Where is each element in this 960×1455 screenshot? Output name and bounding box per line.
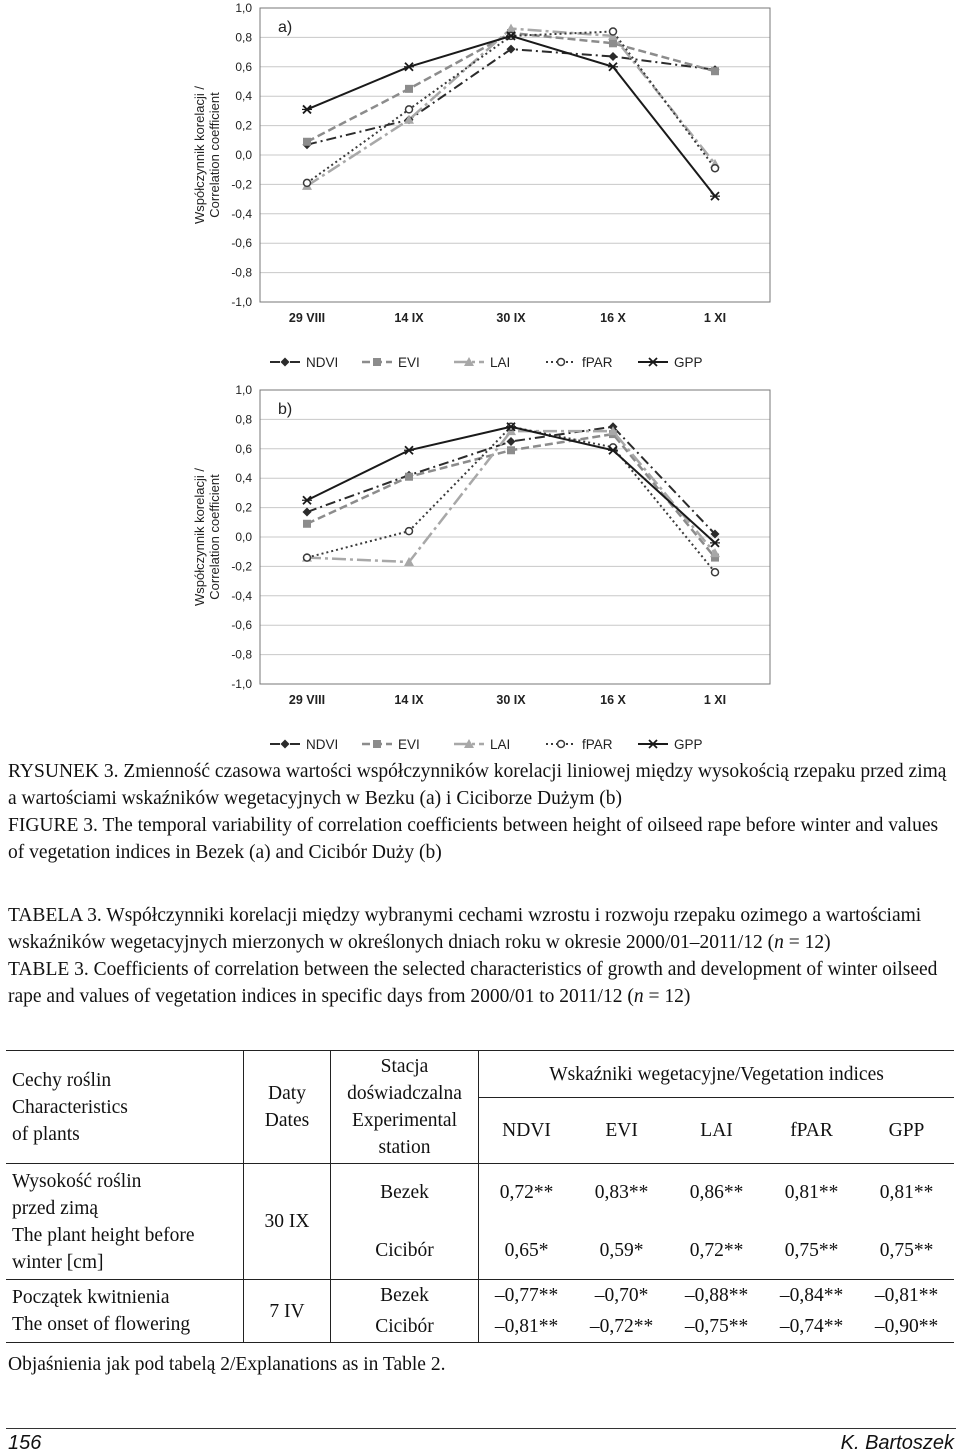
legend-label: fPAR — [582, 737, 613, 752]
legend-label: EVI — [398, 355, 420, 370]
station-cell: Cicibór — [331, 1311, 479, 1343]
data-point-evi — [507, 446, 515, 454]
header-characteristics — [6, 1051, 244, 1164]
value-cell: 0,83** — [594, 1182, 649, 1204]
y-axis-label: Correlation coefficient — [207, 92, 222, 218]
chart-panel-b — [180, 382, 800, 762]
y-tick-label: -0,8 — [231, 647, 252, 662]
table-caption-pl-text: TABELA 3. Współczynniki korelacji między wybranymi cechami wzrostu i rozwoju rzepaku ozimego a wartościami wskaźników wegetacyjnych mierzonych w określonych dniach roku w okresie 2000/01–2011/12 ( — [8, 905, 922, 953]
value-cell: 0,81** — [879, 1182, 934, 1204]
data-point-fpar — [406, 528, 413, 535]
y-tick-label: -0,8 — [231, 265, 252, 280]
legend-marker — [648, 358, 658, 366]
value-cell: 0,72** — [669, 1222, 764, 1280]
y-tick-label: 0,0 — [235, 530, 252, 544]
y-axis-label: Correlation coefficient — [207, 474, 222, 600]
value-cell: –0,72** — [574, 1311, 669, 1343]
data-point-fpar — [406, 106, 413, 113]
data-point-ndvi — [507, 437, 516, 446]
x-tick-label: 30 IX — [496, 311, 526, 325]
value-cell: –0,81** — [874, 1285, 939, 1306]
value-cell: 0,65* — [479, 1222, 575, 1280]
data-point-evi — [405, 473, 413, 481]
header-dates — [244, 1051, 331, 1164]
characteristic-line: przed zimą — [12, 1197, 99, 1219]
data-point-evi — [711, 67, 719, 75]
x-tick-label: 16 X — [600, 693, 626, 707]
data-point-gpp — [608, 63, 618, 71]
group-date: 30 IX — [244, 1164, 331, 1280]
figure-caption — [8, 758, 956, 866]
value-cell: –0,77** — [494, 1285, 559, 1306]
legend-label: fPAR — [582, 355, 613, 370]
y-tick-label: 0,0 — [235, 148, 252, 162]
n-symbol: n — [633, 986, 644, 1007]
value-cell: –0,81** — [479, 1311, 575, 1343]
panel-label: b) — [278, 401, 293, 418]
y-tick-label: 0,8 — [235, 30, 252, 45]
header-station-line: Stacja — [380, 1056, 429, 1077]
legend-marker — [373, 740, 381, 748]
footer-rule — [6, 1428, 956, 1429]
legend-marker — [281, 740, 290, 749]
header-dates-line: Daty — [268, 1083, 306, 1104]
data-point-evi — [303, 138, 311, 146]
data-point-ndvi — [303, 508, 312, 517]
header-index-fpar: fPAR — [764, 1098, 859, 1164]
data-point-fpar — [304, 554, 311, 561]
data-point-fpar — [712, 165, 719, 172]
header-indices-group: Wskaźniki wegetacyjne/Vegetation indices — [479, 1051, 955, 1098]
station-cell: Bezek — [331, 1280, 479, 1312]
data-point-ndvi — [609, 52, 618, 61]
data-point-fpar — [712, 569, 719, 576]
legend-label: GPP — [674, 737, 703, 752]
legend-marker — [281, 358, 290, 367]
y-tick-label: 0,4 — [235, 471, 252, 486]
legend-label: EVI — [398, 737, 420, 752]
characteristic-line: Wysokość roślin — [12, 1170, 142, 1192]
y-tick-label: -0,4 — [231, 206, 252, 221]
y-tick-label: -0,6 — [231, 618, 252, 633]
legend-marker — [648, 740, 658, 748]
x-tick-label: 29 VIII — [288, 693, 326, 707]
y-tick-label: 0,2 — [235, 118, 252, 133]
header-char-line: Characteristics — [12, 1096, 128, 1118]
value-cell: –0,84** — [779, 1285, 844, 1306]
group-characteristic-flowering — [6, 1280, 244, 1343]
legend-marker — [558, 741, 565, 748]
figure-caption-en: FIGURE 3. The temporal variability of correlation coefficients between height of oilseed rape before winter and values of vegetation indices in Bezek (a) and Cicibór Duży (b) — [8, 815, 939, 863]
data-point-fpar — [610, 28, 617, 35]
y-axis-label: Współczynnik korelacji / — [192, 86, 207, 224]
data-point-gpp — [302, 105, 312, 113]
x-tick-label: 14 IX — [394, 311, 424, 325]
data-point-gpp — [302, 496, 312, 504]
data-point-gpp — [710, 539, 720, 547]
y-tick-label: 0,2 — [235, 500, 252, 515]
table-caption-en-text: TABLE 3. Coefficients of correlation between the selected characteristics of growth and development of winter oilseed rape and values of vegetation indices in specific days from 2000/01 to 2011/12 ( — [8, 959, 938, 1007]
x-tick-label: 1 XI — [703, 693, 727, 707]
header-index-ndvi: NDVI — [479, 1098, 575, 1164]
legend-label: LAI — [490, 355, 511, 370]
y-tick-label: -0,6 — [231, 236, 252, 251]
value-cell: 0,72** — [499, 1182, 554, 1204]
data-point-gpp — [404, 63, 414, 71]
header-char-line: Cechy roślin — [12, 1069, 112, 1091]
data-point-evi — [303, 520, 311, 528]
header-station-line: doświadczalna — [347, 1083, 462, 1104]
y-tick-label: 1,0 — [235, 1, 252, 15]
table-note: Objaśnienia jak pod tabelą 2/Explanations as in Table 2. — [8, 1354, 446, 1375]
station-cell: Cicibór — [331, 1222, 479, 1280]
y-tick-label: 0,4 — [235, 89, 252, 104]
y-tick-label: -0,2 — [231, 559, 252, 574]
x-tick-label: 1 XI — [703, 311, 727, 325]
y-tick-label: 0,8 — [235, 412, 252, 427]
header-station-line: Experimental — [351, 1110, 458, 1131]
y-tick-label: 1,0 — [235, 383, 252, 397]
y-axis-label: Współczynnik korelacji / — [192, 468, 207, 606]
x-tick-label: 16 X — [600, 311, 626, 325]
data-point-gpp — [404, 446, 414, 454]
table-caption-en — [8, 956, 956, 1010]
page-number: 156 — [8, 1432, 42, 1454]
data-point-gpp — [710, 192, 720, 200]
x-tick-label: 30 IX — [496, 693, 526, 707]
chart-a-svg — [180, 0, 800, 380]
header-station — [331, 1051, 479, 1164]
header-station-line: station — [378, 1137, 431, 1158]
y-tick-label: -1,0 — [231, 677, 252, 691]
characteristic-line: winter [cm] — [12, 1251, 104, 1273]
panel-label: a) — [278, 19, 293, 36]
legend-label: GPP — [674, 355, 703, 370]
data-point-fpar — [304, 179, 311, 186]
value-cell: 0,75** — [764, 1222, 859, 1280]
group-date: 7 IV — [244, 1280, 331, 1343]
value-cell: –0,70* — [594, 1285, 649, 1306]
header-index-gpp: GPP — [859, 1098, 954, 1164]
legend-label: NDVI — [306, 355, 339, 370]
value-cell: 0,59* — [574, 1222, 669, 1280]
n-symbol: n — [774, 932, 784, 953]
table-caption — [8, 902, 956, 1010]
header-index-lai: LAI — [669, 1098, 764, 1164]
characteristic-line: Początek kwitnienia — [12, 1287, 170, 1308]
table-caption-pl — [8, 902, 956, 956]
header-index-evi: EVI — [574, 1098, 669, 1164]
value-cell: –0,75** — [669, 1311, 764, 1343]
legend-label: LAI — [490, 737, 511, 752]
legend-label: NDVI — [306, 737, 339, 752]
value-cell: –0,74** — [764, 1311, 859, 1343]
y-tick-label: -0,2 — [231, 177, 252, 192]
x-tick-label: 29 VIII — [288, 311, 326, 325]
value-cell: 0,75** — [859, 1222, 954, 1280]
series-line-ndvi — [307, 49, 715, 145]
value-cell: 0,86** — [689, 1182, 744, 1204]
series-line-gpp — [307, 36, 715, 196]
y-tick-label: -1,0 — [231, 295, 252, 309]
correlation-table — [6, 1050, 954, 1343]
running-author: K. Bartoszek — [840, 1432, 954, 1454]
characteristic-line: The plant height before — [12, 1224, 195, 1246]
y-tick-label: -0,4 — [231, 588, 252, 603]
chart-panel-a — [180, 0, 800, 380]
group-characteristic-height — [6, 1164, 244, 1280]
value-cell: –0,90** — [859, 1311, 954, 1343]
chart-b-svg — [180, 382, 800, 762]
value-cell: –0,88** — [684, 1285, 749, 1306]
y-tick-label: 0,6 — [235, 59, 252, 74]
characteristic-line: The onset of flowering — [12, 1314, 191, 1335]
n-value: = 12) — [783, 932, 831, 953]
y-tick-label: 0,6 — [235, 441, 252, 456]
n-value: = 12) — [643, 986, 691, 1007]
legend-marker — [373, 358, 381, 366]
value-cell: 0,81** — [784, 1182, 839, 1204]
data-point-evi — [609, 39, 617, 47]
data-point-evi — [405, 85, 413, 93]
header-char-line: of plants — [12, 1123, 80, 1145]
figure-caption-pl: RYSUNEK 3. Zmienność czasowa wartości współczynników korelacji liniowej między wysokością rzepaku przed zimą a wartościami wskaźników wegetacyjnych w Bezku (a) i Ciciborze Dużym (b) — [8, 761, 947, 809]
legend-marker — [558, 359, 565, 366]
x-tick-label: 14 IX — [394, 693, 424, 707]
station-cell: Bezek — [331, 1164, 479, 1222]
header-dates-line: Dates — [264, 1110, 310, 1131]
